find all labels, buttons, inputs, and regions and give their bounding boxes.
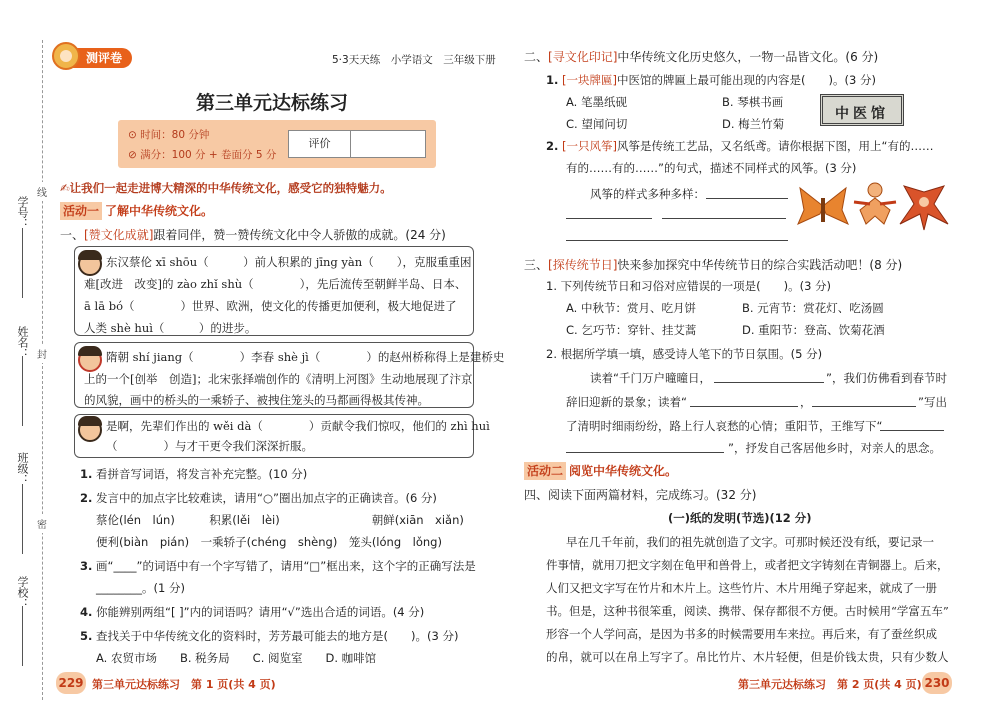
evaluation-label: 评价 — [289, 131, 351, 157]
class-field[interactable] — [22, 484, 23, 554]
q1-item-1: 1. 看拼音写词语，将发言补充完整。(10 分) — [80, 467, 308, 481]
cut-mark-line: 线 — [37, 182, 47, 201]
bubble-1-line-2: 难[改进 改变]的 zào zhǐ shù（ ），先后流传至朝鲜半岛、日本、 — [84, 277, 467, 291]
clinic-sign-image — [820, 94, 904, 126]
bubble-3-line-2: （ ）与才干更令我们深深折服。 — [106, 439, 313, 453]
school-label: 学校： — [16, 576, 29, 609]
left-page-number: 229 — [56, 672, 86, 694]
bubble-1-line-4: 人类 shè huì（ ）的进步。 — [84, 321, 257, 335]
poem-blank-1[interactable] — [714, 382, 824, 383]
passage-line-5: 形容一个人学问高，是因为书多的时候需要用车来拉。再后来，有了蚕丝织成 — [546, 627, 937, 641]
right-page-number: 230 — [922, 672, 952, 694]
name-label: 姓名： — [16, 326, 29, 359]
binding-dashed-line — [42, 40, 43, 700]
q2-item-2: 2. [一只风筝]风筝是传统工艺品，又名纸鸢。请你根据下图，用上“有的…… — [546, 139, 934, 153]
poem-line-3: 了清明时细雨纷纷，路上行人哀愁的心情；重阳节，王维写下“ — [566, 419, 883, 433]
poem-blank-4[interactable] — [880, 430, 944, 431]
q1-item-3: 3. 画“____”的词语中有一个字写错了，请用“□”框出来，这个字的正确写法是 — [80, 559, 476, 573]
right-footer-text: 第三单元达标练习 第 2 页(共 4 页) — [738, 678, 922, 691]
q2-option-b[interactable]: B. 琴棋书画 — [722, 95, 784, 109]
activity-two-text: 阅览中华传统文化。 — [569, 464, 678, 478]
q2-item-2-cont: 有的……有的……”的句式，描述不同样式的风筝。(3 分) — [566, 161, 857, 175]
activity-one-text: 了解中华传统文化。 — [105, 204, 214, 218]
question-1-heading: 一、[赞文化成就]跟着同伴，赞一赞传统文化中令人骄傲的成就。(24 分) — [60, 228, 446, 242]
school-field[interactable] — [22, 606, 23, 666]
bubble-1-line-1: 东汉蔡伦 xī shōu（ ）前人积累的 jīng yàn（ ），克服重重困 — [106, 255, 472, 269]
time-limit: ⊙ 时间：80 分钟 — [128, 129, 210, 141]
kite-answer-line-2[interactable] — [566, 218, 652, 219]
question-4-heading: 四、阅读下面两篇材料，完成练习。(32 分) — [524, 488, 757, 502]
q3-option-b[interactable]: B. 元宵节：赏花灯、吃汤圆 — [742, 301, 884, 315]
q3-option-d[interactable]: D. 重阳节：登高、饮菊花酒 — [742, 323, 885, 337]
q1-item-2-row-1[interactable]: 蔡伦(lén lún) 积累(lěi lèi) 朝鲜(xiān xiǎn) — [96, 513, 464, 527]
boy-avatar-icon-2 — [78, 418, 102, 442]
bubble-3-line-1: 是啊，先辈们作出的 wěi dà（ ）贡献令我们惊叹，他们的 zhì huì — [106, 419, 490, 433]
bubble-1-line-3: ā lā bó（ ）世界、欧洲，使文化的传播更加便利，极大地促进了 — [84, 299, 457, 313]
binding-margin — [0, 0, 52, 715]
class-label: 班级： — [16, 452, 29, 485]
reading-subtitle: (一)纸的发明(节选)(12 分) — [668, 511, 812, 525]
passage-line-2: 件事情，就用刀把文字刻在龟甲和兽骨上，或者把文字铸刻在青铜器上。后来， — [546, 558, 949, 572]
q3-item-1: 1. 下列传统节日和习俗对应错误的一项是( )。(3 分) — [546, 279, 832, 293]
full-score: ⊘ 满分：100 分 + 卷面分 5 分 — [128, 149, 277, 161]
figure-kite-icon — [852, 180, 898, 232]
mascot-icon — [52, 42, 80, 70]
book-series: 5·3天天练 小学语文 三年级下册 — [332, 54, 496, 66]
evaluation-box[interactable] — [288, 130, 426, 158]
q3-option-a[interactable]: A. 中秋节：赏月、吃月饼 — [566, 301, 696, 315]
q1-item-2: 2. 发言中的加点字比较难读，请用“○”圈出加点字的正确读音。(6 分) — [80, 491, 437, 505]
question-3-heading: 三、[探传统节日]快来参加探究中华传统节日的综合实践活动吧！(8 分) — [524, 258, 903, 272]
left-footer-text: 第三单元达标练习 第 1 页(共 4 页) — [92, 678, 276, 691]
boy-avatar-icon — [78, 252, 102, 276]
cut-mark-seal: 封 — [37, 344, 47, 363]
kite-answer-line-4[interactable] — [566, 240, 788, 241]
clinic-sign-text: 中医馆 — [835, 106, 889, 122]
poem-blank-2[interactable] — [690, 406, 798, 407]
butterfly-kite-icon — [796, 184, 850, 230]
poem-line-2-start: 辞旧迎新的景象；读着“ — [566, 395, 687, 409]
activity-two — [524, 462, 677, 480]
q3-item-2: 2. 根据所学填一填，感受诗人笔下的节日氛围。(5 分) — [546, 347, 823, 361]
student-id-label: 学号： — [16, 196, 29, 229]
poem-blank-5[interactable] — [566, 452, 724, 453]
bubble-2-line-2: 上的一个[创举 创造]；北宋张择端创作的《清明上河图》生动地展现了汴京 — [84, 372, 473, 386]
passage-line-3: 人们又把文字写在竹片和木片上。这些竹片、木片用绳子穿起来，就成了一册 — [546, 581, 937, 595]
kite-answer-lead: 风筝的样式多种多样： — [590, 187, 705, 201]
kite-answer-line-1[interactable] — [706, 198, 788, 199]
passage-line-4: 书。但是，这种书很笨重，阅读、携带、保存都很不方便。古时候用“学富五车” — [546, 604, 949, 618]
q1-item-4: 4. 你能辨别两组“[ ]”内的词语吗？请用“√”选出合适的词语。(4 分) — [80, 605, 425, 619]
poem-line-2-comma: ， — [800, 395, 812, 409]
page-title: 第三单元达标练习 — [195, 92, 348, 114]
poem-line-4-end: ”，抒发自己客居他乡时，对亲人的思念。 — [728, 441, 941, 455]
q1-item-5-options[interactable]: A. 农贸市场 B. 税务局 C. 阅览室 D. 咖啡馆 — [96, 651, 377, 665]
q1-item-2-row-2[interactable]: 便利(biàn pián) 一乘轿子(chéng shèng) 笼头(lóng lǒng) — [96, 535, 442, 549]
name-field[interactable] — [22, 356, 23, 426]
q1-item-5: 5. 查找关于中华传统文化的资料时，芳芳最可能去的地方是( )。(3 分) — [80, 629, 459, 643]
student-id-field[interactable] — [22, 228, 23, 298]
swallow-kite-icon — [898, 184, 950, 232]
bubble-2-line-1: 隋朝 shí jiang（ ）李春 shè jì（ ）的赵州桥称得上是建桥史 — [106, 350, 505, 364]
q2-item-1: 1. [一块牌匾]中医馆的牌匾上最可能出现的内容是( )。(3 分) — [546, 73, 876, 87]
q2-option-c[interactable]: C. 望闻问切 — [566, 117, 628, 131]
q2-option-d[interactable]: D. 梅兰竹菊 — [722, 117, 785, 131]
bubble-2-line-3: 的风貌，画中的桥头的一乘轿子、被拽住笼头的马都画得极其传神。 — [84, 393, 429, 407]
intro-text: ✍让我们一起走进博大精深的中华传统文化，感受它的独特魅力。 — [60, 181, 392, 195]
info-box — [118, 120, 436, 168]
girl-avatar-icon — [78, 348, 102, 372]
q3-option-c[interactable]: C. 乞巧节：穿针、挂艾蒿 — [566, 323, 697, 337]
activity-one — [60, 202, 213, 220]
test-badge — [52, 46, 142, 68]
poem-line-1-start: 读着“千门万户曈曈日， — [590, 371, 711, 385]
badge-label: 测评卷 — [72, 48, 132, 68]
q1-item-3-answer[interactable]: ________。(1 分) — [96, 581, 185, 595]
q2-option-a[interactable]: A. 笔墨纸砚 — [566, 95, 627, 109]
activity-two-tag: 活动二 — [524, 462, 566, 480]
poem-blank-3[interactable] — [812, 406, 916, 407]
question-2-heading: 二、[寻文化印记]中华传统文化历史悠久，一物一品皆文化。(6 分) — [524, 50, 879, 64]
passage-line-6: 的帛，就可以在帛上写字了。帛比竹片、木片轻便，但是价钱太贵，只有少数人 — [546, 650, 949, 664]
poem-line-2-end: ”写出 — [918, 395, 947, 409]
passage-line-1: 早在几千年前，我们的祖先就创造了文字。可那时候还没有纸，要记录一 — [566, 535, 934, 549]
kite-answer-line-3[interactable] — [662, 218, 786, 219]
activity-one-tag: 活动一 — [60, 202, 102, 220]
cut-mark-tight: 密 — [37, 514, 47, 533]
poem-line-1-end: ”，我们仿佛看到春节时 — [826, 371, 947, 385]
